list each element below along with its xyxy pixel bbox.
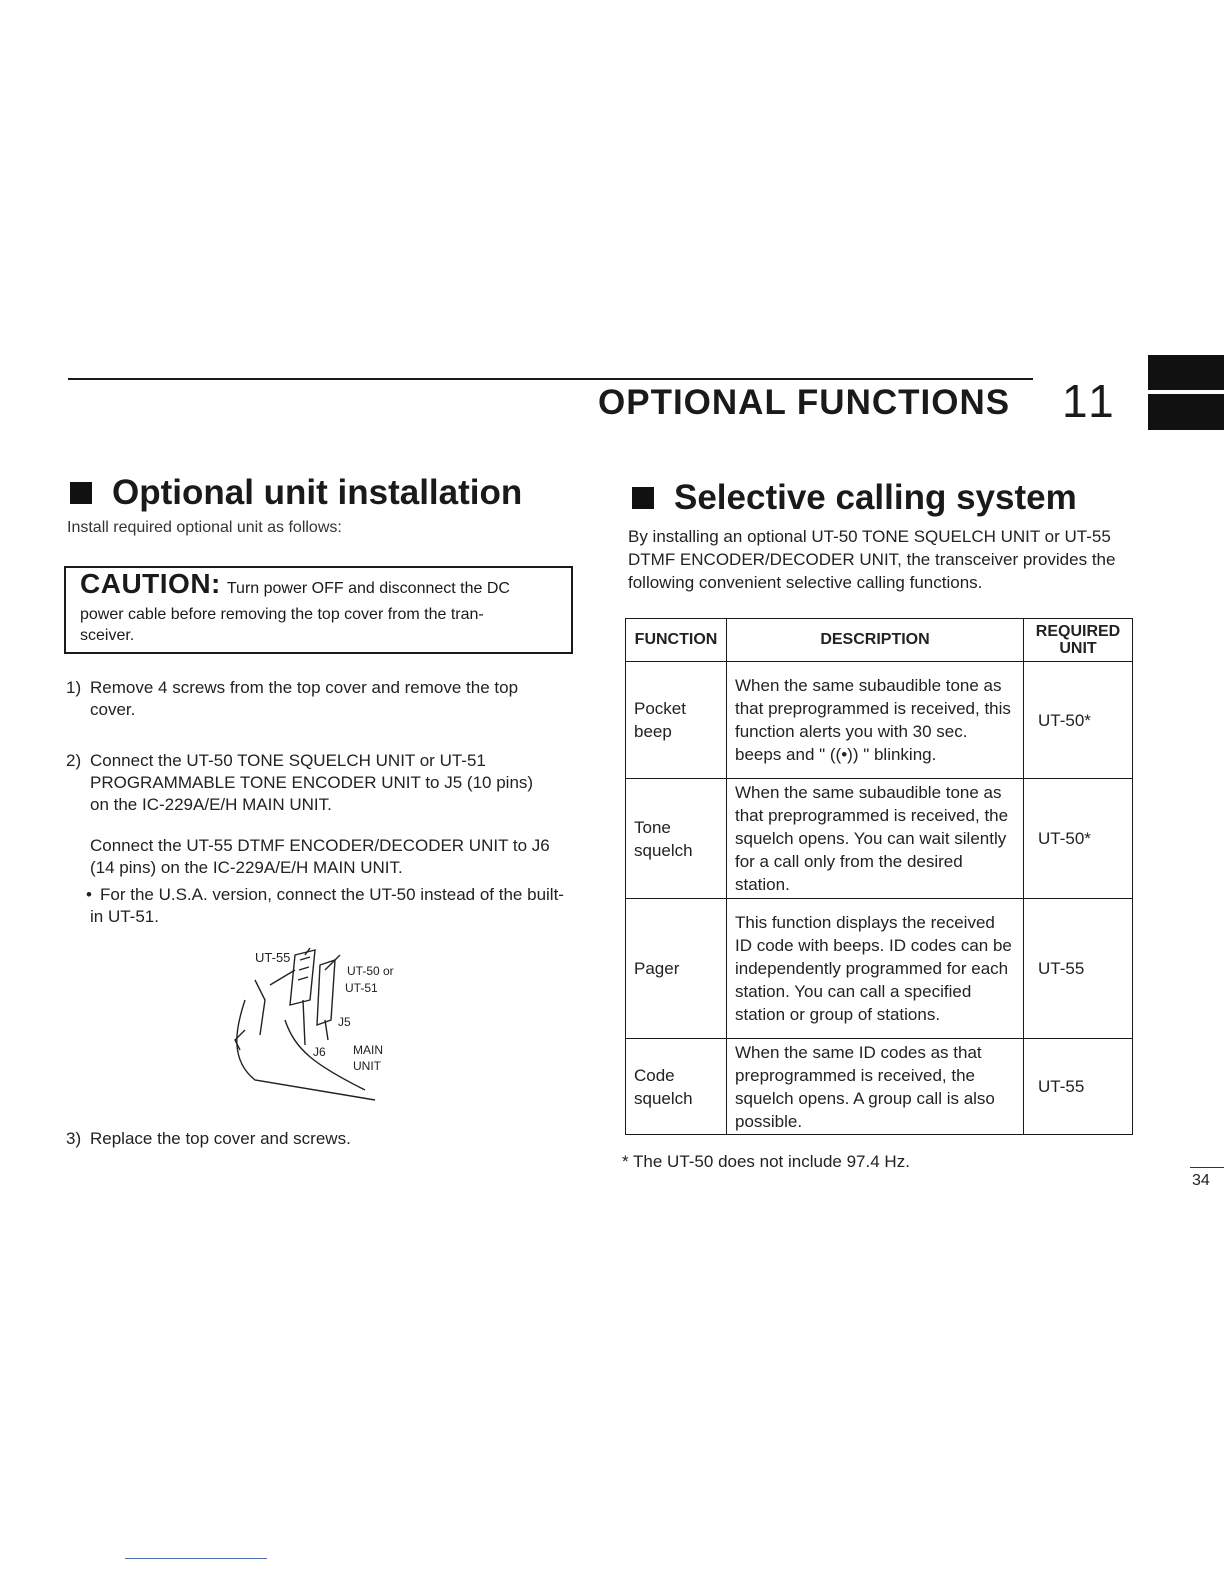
caution-box bbox=[64, 566, 573, 654]
j5-lead bbox=[325, 1020, 328, 1040]
caution-line-1 bbox=[80, 568, 510, 600]
function-name: Pager bbox=[634, 959, 680, 978]
function-name-2: beep bbox=[634, 722, 672, 741]
table-row bbox=[626, 779, 1133, 899]
table-row bbox=[626, 1039, 1133, 1135]
label-j5: J5 bbox=[338, 1015, 351, 1029]
square-bullet-icon bbox=[632, 487, 654, 509]
step-text: Replace the top cover and screws. bbox=[90, 1129, 351, 1148]
chassis-edge bbox=[255, 980, 265, 1035]
caution-text-1: Turn power OFF and disconnect the DC bbox=[226, 580, 510, 597]
header-description: DESCRIPTION bbox=[727, 619, 1024, 662]
step-number: 2) bbox=[66, 751, 82, 770]
function-name: Pocket bbox=[634, 699, 686, 718]
label-j6: J6 bbox=[313, 1045, 326, 1059]
function-name: Tone bbox=[634, 817, 671, 837]
caution-text-2: power cable before removing the top cover from the tran- bbox=[80, 606, 484, 623]
j6-lead bbox=[303, 1000, 305, 1045]
left-intro: Install required optional unit as follows: bbox=[67, 519, 342, 536]
header-function: FUNCTION bbox=[626, 619, 727, 662]
label-main: MAIN bbox=[353, 1043, 383, 1057]
right-heading-text: Selective calling system bbox=[674, 478, 1077, 517]
chapter-tab-gap bbox=[1148, 390, 1224, 394]
right-intro: By installing an optional UT-50 TONE SQUELCH UNIT or UT-55 DTMF ENCODER/DECODER UNIT, the transceiver provides the following convenient selective calling functions. bbox=[628, 527, 1116, 592]
description-cell: This function displays the received ID code with beeps. ID codes can be independently programmed for each station. You can call a specified station or group of stations. bbox=[727, 899, 1024, 1039]
bullet-dot: • bbox=[86, 885, 92, 904]
function-cell bbox=[626, 779, 727, 899]
right-section-heading bbox=[632, 478, 1077, 518]
footnote: * The UT-50 does not include 97.4 Hz. bbox=[622, 1152, 910, 1171]
step-number: 1) bbox=[66, 678, 82, 697]
step-text: Connect the UT-50 TONE SQUELCH UNIT or UT-51 PROGRAMMABLE TONE ENCODER UNIT to J5 (10 pins) on the IC-229A/E/H MAIN UNIT. bbox=[90, 751, 534, 814]
table-row bbox=[626, 899, 1133, 1039]
square-bullet-icon bbox=[70, 482, 92, 504]
header-required: REQUIRED bbox=[1035, 623, 1121, 640]
left-section-heading bbox=[70, 473, 522, 513]
function-name-2: squelch bbox=[634, 840, 693, 860]
chapter-number: 11 bbox=[1062, 375, 1118, 427]
table-header-row bbox=[626, 619, 1133, 662]
label-ut50: UT-50 or bbox=[347, 964, 394, 978]
function-name-2: squelch bbox=[634, 1088, 693, 1108]
chapter-title: OPTIONAL FUNCTIONS bbox=[598, 383, 1011, 422]
step-text: For the U.S.A. version, connect the UT-50 instead of the built-in UT-51. bbox=[90, 885, 564, 926]
unit-location-diagram bbox=[225, 940, 405, 1105]
unit-cell: UT-55 bbox=[1024, 899, 1133, 1039]
function-cell bbox=[626, 899, 727, 1039]
label-ut51: UT-51 bbox=[345, 981, 378, 995]
unit-cell: UT-50* bbox=[1024, 662, 1133, 779]
description-cell: When the same subaudible tone as that preprogrammed is received, this function alerts you with 30 sec. beeps and " ((•)) " blinking. bbox=[727, 662, 1024, 779]
unit-cell: UT-50* bbox=[1024, 779, 1133, 899]
label-unit: UNIT bbox=[353, 1059, 381, 1073]
function-cell bbox=[626, 1039, 727, 1135]
unit-cell: UT-55 bbox=[1024, 1039, 1133, 1135]
selective-calling-table bbox=[625, 618, 1133, 1135]
function-name: Code bbox=[634, 1065, 675, 1085]
header-unit: UNIT bbox=[1059, 640, 1097, 657]
ut55-board bbox=[290, 950, 315, 1005]
left-heading-text: Optional unit installation bbox=[112, 473, 523, 512]
header-rule bbox=[68, 378, 1033, 380]
step-number: 3) bbox=[66, 1129, 82, 1148]
function-cell bbox=[626, 662, 727, 779]
ut55-pins bbox=[298, 957, 310, 980]
caution-text-3: sceiver. bbox=[80, 627, 135, 644]
caution-title: CAUTION: bbox=[80, 568, 221, 599]
bottom-rule bbox=[125, 1558, 267, 1559]
page-number: 34 bbox=[1192, 1172, 1210, 1189]
page-number-rule bbox=[1190, 1167, 1224, 1168]
step-text: Connect the UT-55 DTMF ENCODER/DECODER UNIT to J6 (14 pins) on the IC-229A/E/H MAIN UNIT. bbox=[90, 836, 550, 877]
description-cell: When the same subaudible tone as that preprogrammed is received, the squelch opens. You can wait silently for a call only from the desired station. bbox=[727, 779, 1024, 899]
step-text: Remove 4 screws from the top cover and remove the top cover. bbox=[90, 678, 519, 719]
table-row bbox=[626, 662, 1133, 779]
description-cell: When the same ID codes as that preprogrammed is received, the squelch opens. A group call is also possible. bbox=[727, 1039, 1024, 1135]
label-ut55: UT-55 bbox=[255, 950, 291, 965]
header-required-unit bbox=[1024, 619, 1133, 662]
